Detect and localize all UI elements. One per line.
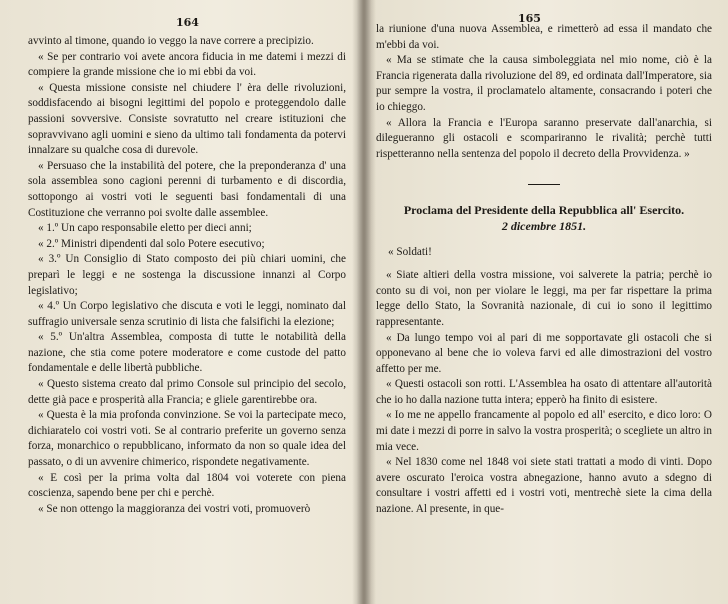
paragraph: avvinto al timone, quando io veggo la nave correre a precipizio. — [28, 35, 314, 47]
paragraph: « Da lungo tempo voi al pari di me sopportavate gli ostacoli che si opponevano al bene che io voleva farvi ed alle dimostrazioni del vostro affetto per me. — [376, 331, 712, 375]
list-item: « 1.º Un capo responsabile eletto per dieci anni; — [38, 222, 252, 235]
right-page-text — [376, 22, 712, 518]
proclamation-heading: Proclama del Presidente della Repubblica all' Esercito. — [403, 203, 685, 218]
paragraph: « Io me ne appello francamente al popolo ed all' esercito, e dico loro: O mi date i mezzi di porre in salvo la vostra prosperità; o scegliete un altro in mia vece. — [376, 409, 712, 453]
paragraph: « Allora la Francia e l'Europa saranno preservate dall'anarchia, si dilegueranno gli ostacoli e scompariranno le rivalità; perchè tutti rispetteranno nella sentenza del popolo il decreto della Provvidenza. » — [376, 116, 712, 160]
section-divider — [528, 184, 560, 185]
paragraph: « Siate altieri della vostra missione, voi salverete la patria; perchè io conto su di voi, non per violare le leggi, ma per far rispettare la prima legge dello Stato, la Sovranità nazionale, di cui io sono il legittimo rappresentante. — [376, 269, 712, 328]
paragraph: « Questo sistema creato dal primo Console sul principio del secolo, dette già pace e prosperità alla Francia; e gliele garentirebbe ora. — [28, 378, 346, 406]
right-page — [366, 0, 728, 604]
paragraph: « Questa è la mia profonda convinzione. Se voi la partecipate meco, dichiaratelo coi vostri voti. Se al contrario preferite un governo senza forza, monarchico o repubblicano, informato da non so quale idea del passato, o di un avvenire chimerico, rispondete negativamente. — [28, 409, 346, 469]
list-item: « 2.º Ministri dipendenti dal solo Potere esecutivo; — [38, 237, 265, 250]
proclamation-date: 2 dicembre 1851. — [501, 218, 587, 233]
list-item: « 5.º Un'altra Assemblea, composta di tutte le notabilità della nazione, che stia come potere moderatore e come custode del patto fondamentale e delle libertà pubbliche. — [28, 331, 346, 375]
list-item: « 3.º Un Consiglio di Stato composto dei più chiari uomini, che preparì le leggi e ne sostenga la discussione innanzi al Corpo legislativo; — [28, 253, 346, 297]
paragraph: « Nel 1830 come nel 1848 voi siete stati trattati a modo di vinti. Dopo avere oscurato l'eroica vostra abnegazione, hanno avuto a sdegno di consultare i vostri affetti ed i vostri voti, mentrechè siete la cima della nazione. Al presente, in que- — [376, 456, 712, 516]
paragraph: « Se per contrario voi avete ancora fiducia in me datemi i mezzi di compiere la grande missione che io mi ebbi da voi. — [28, 50, 346, 79]
salutation: « Soldati! — [388, 245, 432, 258]
paragraph: « Ma se stimate che la causa simboleggiata nel mio nome, ciò è la Francia rigenerata dalla rivoluzione del 89, ed ordinata dall'Imperatore, sia pur sempre la vostra, il proclamatelo altamente, consacrando i poteri che io chieggo. — [376, 54, 712, 113]
paragraph: « Se non ottengo la maggioranza dei vostri voti, promuoverò — [38, 502, 311, 515]
page-number-left: 164 — [176, 16, 199, 29]
paragraph: la riunione d'una nuova Assemblea, e rimetterò ad essa il mandato che m'ebbi da voi. — [376, 23, 712, 51]
left-page — [0, 0, 362, 604]
paragraph: « Persuaso che la instabilità del potere, che la preponderanza d' una sola assemblea sono cagioni perenni di turbamento e di discordia, sottopongo ai vostri voti le seguenti basi fondamentali di una Costituzione che verranno poi svolte dalle assemblee. — [28, 159, 346, 219]
left-page-text — [28, 34, 346, 517]
page-number-right: 165 — [518, 12, 541, 25]
paragraph: « E così per la prima volta dal 1804 voi voterete con piena coscienza, sapendo bene per chi e perchè. — [28, 471, 346, 500]
list-item: « 4.º Un Corpo legislativo che discuta e voti le leggi, nominato dal suffragio universale senza scrutinio di lista che falsifichi la elezione; — [28, 300, 346, 328]
paragraph: « Questa missione consiste nel chiudere l' èra delle rivoluzioni, soddisfacendo ai bisogni legittimi del popolo e proteggendolo dalle passioni sovversive. Consiste sovratutto nel creare istituzioni che sopravvivano agli uomini e sieno da ultimo tali fondamenta da potervi innalzare su qualche cosa di durevole. — [28, 81, 346, 157]
paragraph: « Questi ostacoli son rotti. L'Assemblea ha osato di attentare all'autorità che io ho dalla nazione tutta intera; epperò ha finito di esistere. — [376, 378, 712, 406]
